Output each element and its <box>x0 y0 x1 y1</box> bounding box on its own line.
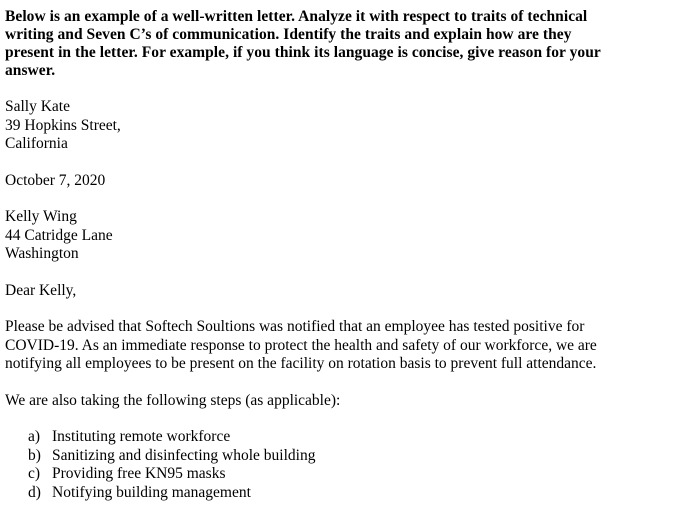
recipient-name: Kelly Wing <box>5 208 77 225</box>
body-line: COVID-19. As an immediate response to protect the health and safety of our workforce, we are <box>5 336 597 354</box>
body-line: notifying all employees to be present on the facility on rotation basis to prevent full attendance. <box>5 355 597 372</box>
recipient-city: Washington <box>5 245 79 262</box>
list-item <box>28 447 681 466</box>
list-item <box>28 465 681 484</box>
sender-name: Sally Kate <box>5 98 70 115</box>
question-line: writing and Seven C’s of communication. Identify the traits and explain how are they <box>5 26 572 43</box>
date-text: October 7, 2020 <box>5 171 106 189</box>
steps-list <box>5 428 681 502</box>
steps-intro-text: We are also taking the following steps (as applicable): <box>5 391 341 409</box>
body-line: Please be advised that Softech Soultions was notified that an employee has tested positive for <box>5 318 585 335</box>
list-item-text: Providing free KN95 masks <box>52 465 226 482</box>
steps-intro <box>5 392 681 411</box>
list-marker: a) <box>28 428 41 445</box>
list-item-text: Notifying building management <box>52 483 251 501</box>
recipient-street: 44 Catridge Lane <box>5 226 113 244</box>
list-item-text: Sanitizing and disinfecting whole building <box>52 446 316 464</box>
list-item <box>28 428 681 447</box>
salutation <box>5 282 681 301</box>
list-marker: d) <box>28 483 41 501</box>
list-item <box>28 484 681 503</box>
question-line: present in the letter. For example, if you think its language is concise, give reason for your <box>5 44 601 61</box>
question-line: answer. <box>5 62 56 79</box>
letter-date <box>5 172 681 191</box>
assignment-question <box>5 8 681 80</box>
recipient-address <box>5 208 681 264</box>
salutation-text: Dear Kelly, <box>5 281 77 299</box>
sender-state: California <box>5 135 68 152</box>
sender-address <box>5 98 681 154</box>
document-page <box>5 8 681 502</box>
list-item-text: Instituting remote workforce <box>52 428 231 445</box>
question-line: Below is an example of a well-written letter. Analyze it with respect to traits of technical <box>5 8 588 25</box>
list-marker: b) <box>28 446 41 464</box>
sender-street: 39 Hopkins Street, <box>5 116 121 134</box>
letter-body-paragraph <box>5 318 681 374</box>
list-marker: c) <box>28 465 41 482</box>
